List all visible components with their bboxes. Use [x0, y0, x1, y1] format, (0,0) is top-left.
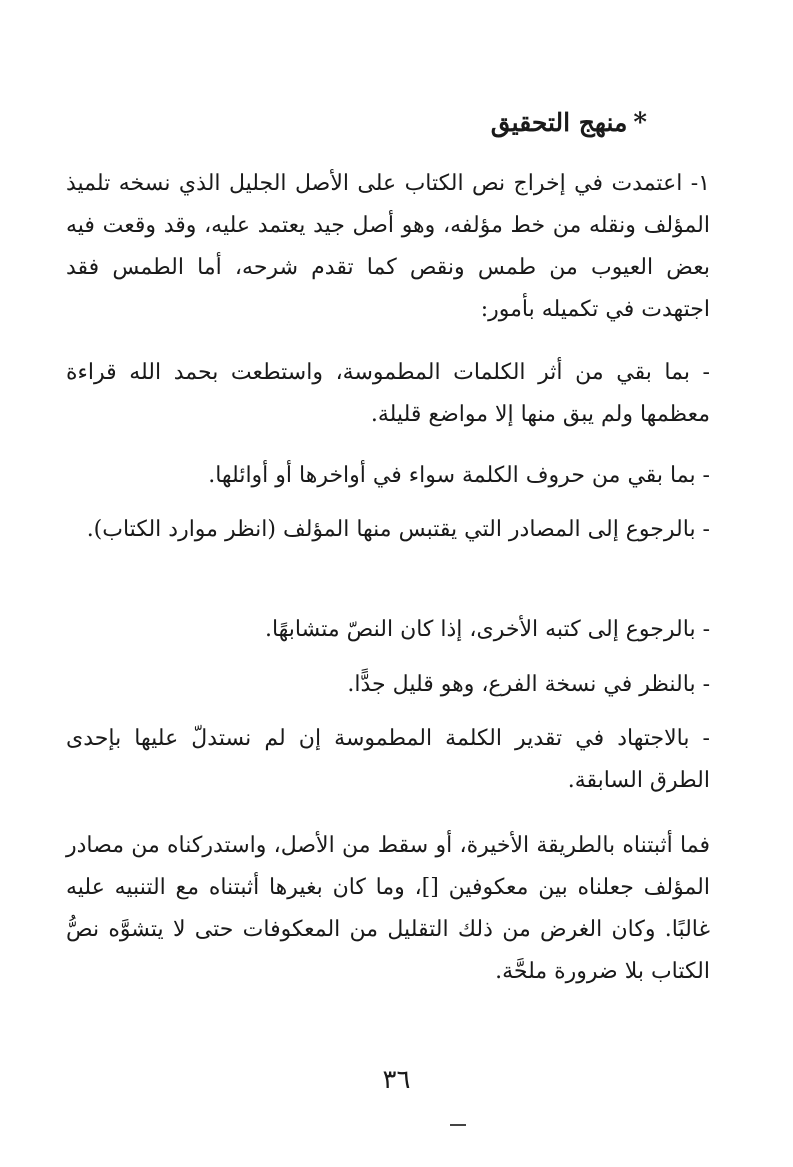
page-number: ٣٦ [382, 1065, 411, 1095]
section-heading [491, 100, 647, 146]
list-item-other-books: - بالرجوع إلى كتبه الأخرى، إذا كان النصّ متشابهًا. [264, 617, 710, 642]
bottom-mark [450, 1124, 466, 1126]
heading-title: منهج التحقيق [490, 108, 628, 137]
list-item-remaining-traces: - بما بقي من أثر الكلمات المطموسة، واستطعت بحمد الله قراءة معظمها ولم يبق منها إلا مواضع قليلة. [66, 360, 710, 427]
paragraph-closing: فما أثبتناه بالطريقة الأخيرة، أو سقط من الأصل، واستدركناه من مصادر المؤلف جعلناه بين معكوفين []، وما كان بغيرها أثبتناه مع التنبيه عليه غالبًا. وكان الغرض من ذلك التقليل من المعكوفات حتى لا يتشوَّه نصُّ الكتاب بلا ضرورة ملحَّة. [66, 833, 710, 984]
heading-marker: * [633, 108, 647, 138]
list-item-remaining-letters: - بما بقي من حروف الكلمة سواء في أواخرها أو أوائلها. [208, 463, 710, 488]
list-item-estimation: - بالاجتهاد في تقدير الكلمة المطموسة إن لم نستدلّ عليها بإحدى الطرق السابقة. [66, 726, 710, 793]
list-item-branch-copy: - بالنظر في نسخة الفرع، وهو قليل جدًّا. [347, 672, 710, 697]
list-item-sources: - بالرجوع إلى المصادر التي يقتبس منها المؤلف (انظر موارد الكتاب). [86, 517, 710, 542]
paragraph-main: ١- اعتمدت في إخراج نص الكتاب على الأصل الجليل الذي نسخه تلميذ المؤلف ونقله من خط مؤلفه، وهو أصل جيد يعتمد عليه، وقد وقعت فيه بعض العيوب من طمس ونقص كما تقدم شرحه، أما الطمس فقد اجتهدت في تكميله بأمور: [66, 171, 710, 322]
